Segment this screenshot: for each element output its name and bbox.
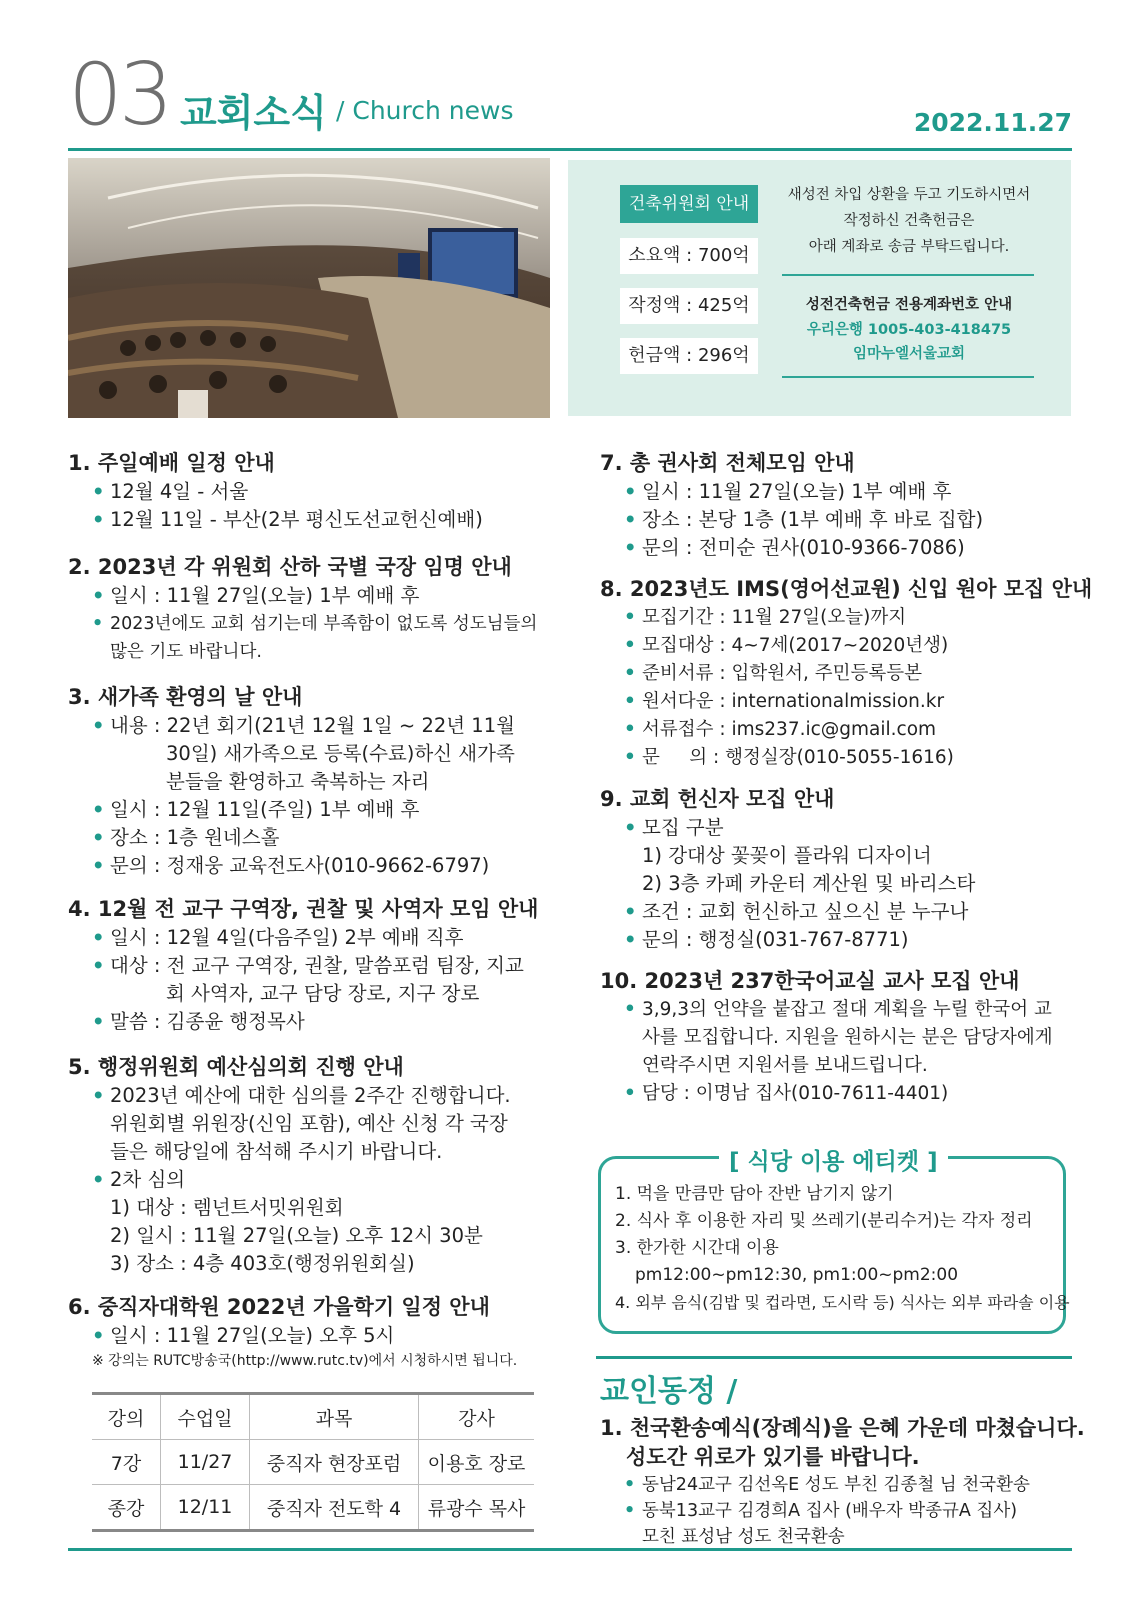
list-item: • 서류접수 : ims237.ic@gmail.com <box>600 716 1080 744</box>
section-heading: 7. 총 권사회 전체모임 안내 <box>600 451 855 475</box>
list-item: • 3,9,3의 언약을 붙잡고 절대 계획을 누릴 한국어 교 <box>600 996 1080 1024</box>
table-cell: 종강 <box>92 1485 161 1531</box>
list-item: • 12월 4일 - 서울 <box>68 478 548 506</box>
etiquette-title: [ 식당 이용 에티켓 ] <box>719 1143 948 1176</box>
list-item: • 장소 : 1층 원네스홀 <box>68 824 548 852</box>
member-news-title: 교인동정 / <box>600 1374 738 1409</box>
left-column <box>68 448 548 1372</box>
cafeteria-etiquette-box <box>598 1149 1070 1334</box>
sanctuary-photo <box>68 158 550 418</box>
table-cell: 11/27 <box>161 1440 250 1485</box>
divider <box>782 376 1034 378</box>
list-item: • 대상 : 전 교구 구역장, 권찰, 말씀포럼 팀장, 지교 <box>68 952 548 980</box>
etiquette-line: 1. 먹을 만큼만 담아 잔반 남기지 않기 <box>615 1184 894 1204</box>
list-item: • 일시 : 12월 11일(주일) 1부 예배 후 <box>68 796 548 824</box>
list-item-cont: 2) 3층 카페 카운터 계산원 및 바리스타 <box>642 872 976 895</box>
list-item-cont: 회 사역자, 교구 담당 장로, 지구 장로 <box>166 982 480 1005</box>
list-item: • 준비서류 : 입학원서, 주민등록등본 <box>600 660 1080 688</box>
section-heading: 5. 행정위원회 예산심의회 진행 안내 <box>68 1055 404 1079</box>
list-item: • 일시 : 12월 4일(다음주일) 2부 예배 직후 <box>68 924 548 952</box>
lecture-note: ※ 강의는 RUTC방송국(http://www.rutc.tv)에서 시청하시면 됩니다. <box>92 1353 518 1369</box>
section-heading: 10. 2023년 237한국어교실 교사 모집 안내 <box>600 969 1020 993</box>
list-item-cont: 30일) 새가족으로 등록(수료)하신 새가족 <box>166 742 515 765</box>
etiquette-line: pm12:00~pm12:30, pm1:00~pm2:00 <box>635 1265 959 1285</box>
building-desc-2: 작정하신 건축헌금은 <box>843 213 975 229</box>
account-title: 성전건축헌금 전용계좌번호 안내 <box>805 297 1013 313</box>
column-header: 강사 <box>458 1407 495 1430</box>
account-name: 임마누엘서울교회 <box>852 346 966 362</box>
column-header: 과목 <box>250 1394 419 1440</box>
section-heading: 2. 2023년 각 위원회 산하 국별 국장 임명 안내 <box>68 555 512 579</box>
column-header: 강의 <box>92 1394 161 1440</box>
list-item: • 2차 심의 <box>68 1166 548 1194</box>
list-item: • 원서다운 : internationalmission.kr <box>600 688 1080 716</box>
list-item: • 담당 : 이명남 집사(010-7611-4401) <box>600 1080 1080 1108</box>
pledged-amount: 작정액 : 425억 <box>620 288 758 324</box>
footer-divider <box>68 1548 1072 1551</box>
list-item: • 일시 : 11월 27일(오늘) 1부 예배 후 <box>68 582 548 610</box>
building-committee-label: 건축위원회 안내 <box>620 185 758 223</box>
right-column <box>600 448 1093 1108</box>
building-desc-1: 새성전 차입 상환을 두고 기도하시면서 <box>787 187 1031 203</box>
table-header-row <box>92 1394 534 1440</box>
etiquette-line: 2. 식사 후 이용한 자리 및 쓰레기(분리수거)는 각자 정리 <box>615 1211 1033 1231</box>
section-heading: 6. 중직자대학원 2022년 가을학기 일정 안내 <box>68 1295 490 1319</box>
offered-amount: 헌금액 : 296억 <box>620 338 758 374</box>
member-news-heading: 성도간 위로가 있기를 바랍니다. <box>626 1445 920 1469</box>
list-item-cont: 들은 해당일에 참석해 주시기 바랍니다. <box>110 1140 443 1163</box>
table-cell: 7강 <box>92 1440 161 1485</box>
list-item-cont: 2) 일시 : 11월 27일(오늘) 오후 12시 30분 <box>110 1224 483 1247</box>
column-header: 수업일 <box>161 1394 250 1440</box>
list-item: • 조건 : 교회 헌신하고 싶으신 분 누구나 <box>600 898 1080 926</box>
list-item: • 동남24교구 김선옥E 성도 부친 김종철 님 천국환송 <box>600 1472 1080 1498</box>
list-item-cont: 모친 표성남 성도 천국환송 <box>642 1527 845 1547</box>
list-item: • 문의 : 전미순 권사(010-9366-7086) <box>600 534 1080 562</box>
list-item-cont: 위원회별 위원장(신임 포함), 예산 신청 각 국장 <box>110 1112 508 1135</box>
building-fund-panel <box>568 160 1071 416</box>
list-item: • 문의 : 행정실(031-767-8771) <box>600 926 1080 954</box>
list-item: • 2023년에도 교회 섬기는데 부족함이 없도록 성도님들의 <box>68 610 548 638</box>
list-item: • 일시 : 11월 27일(오늘) 오후 5시 <box>68 1322 548 1350</box>
lecture-table <box>92 1392 534 1532</box>
list-item: • 동북13교구 김경희A 집사 (배우자 박종규A 집사) <box>600 1498 1080 1524</box>
list-item: • 문의 : 정재웅 교육전도사(010-9662-6797) <box>68 852 548 880</box>
divider <box>782 274 1034 276</box>
building-desc-3: 아래 계좌로 송금 부탁드립니다. <box>808 239 1010 255</box>
table-cell: 중직자 전도학 4 <box>250 1485 419 1531</box>
page-subtitle: / Church news <box>336 96 514 125</box>
list-item-cont: 분들을 환영하고 축복하는 자리 <box>166 770 430 793</box>
list-item-cont: 3) 장소 : 4층 403호(행정위원회실) <box>110 1252 415 1275</box>
issue-date: 2022.11.27 <box>913 108 1072 137</box>
etiquette-line: 3. 한가한 시간대 이용 <box>615 1238 779 1258</box>
list-item-cont: 많은 기도 바랍니다. <box>110 642 262 662</box>
member-news-heading: 1. 천국환송예식(장례식)을 은혜 가운데 마쳤습니다. <box>600 1416 1085 1440</box>
list-item: • 장소 : 본당 1층 (1부 예배 후 바로 집합) <box>600 506 1080 534</box>
table-cell: 류광수 목사 <box>419 1485 535 1531</box>
list-item: • 일시 : 11월 27일(오늘) 1부 예배 후 <box>600 478 1080 506</box>
table-row <box>92 1485 534 1531</box>
list-item: • 말씀 : 김종윤 행정목사 <box>68 1008 548 1036</box>
list-item: • 2023년 예산에 대한 심의를 2주간 진행합니다. <box>68 1082 548 1110</box>
section-heading: 9. 교회 헌신자 모집 안내 <box>600 787 835 811</box>
list-item: • 문 의 : 행정실장(010-5055-1616) <box>600 744 1080 772</box>
list-item: • 12월 11일 - 부산(2부 평신도선교헌신예배) <box>68 506 548 534</box>
section-heading: 1. 주일예배 일정 안내 <box>68 451 275 475</box>
list-item-cont: 1) 대상 : 렘넌트서밋위원회 <box>110 1196 344 1219</box>
list-item: • 내용 : 22년 회기(21년 12월 1일 ~ 22년 11월 <box>68 712 548 740</box>
table-cell: 중직자 현장포럼 <box>250 1440 419 1485</box>
list-item: • 모집 구분 <box>600 814 1080 842</box>
section-number: 03 <box>68 45 170 145</box>
member-news <box>600 1414 1085 1550</box>
list-item: • 모집기간 : 11월 27일(오늘)까지 <box>600 604 1080 632</box>
account-number: 우리은행 1005-403-418475 <box>806 322 1012 338</box>
section-heading: 4. 12월 전 교구 구역장, 권찰 및 사역자 모임 안내 <box>68 897 539 921</box>
list-item-cont: 사를 모집합니다. 지원을 원하시는 분은 담당자에게 <box>642 1027 1053 1048</box>
section-divider <box>596 1356 1072 1359</box>
header-divider <box>68 148 1072 151</box>
etiquette-line: 4. 외부 음식(김밥 및 컵라면, 도시락 등) 식사는 외부 파라솔 이용 <box>615 1293 1070 1312</box>
section-heading: 3. 새가족 환영의 날 안내 <box>68 685 303 709</box>
page-title: 교회소식 <box>180 91 327 135</box>
required-amount: 소요액 : 700억 <box>620 238 758 274</box>
table-cell: 12/11 <box>161 1485 250 1531</box>
table-cell: 이용호 장로 <box>419 1440 535 1485</box>
list-item-cont: 연락주시면 지원서를 보내드립니다. <box>642 1055 928 1076</box>
table-row <box>92 1440 534 1485</box>
section-heading: 8. 2023년도 IMS(영어선교원) 신입 원아 모집 안내 <box>600 577 1093 601</box>
list-item-cont: 1) 강대상 꽃꽂이 플라워 디자이너 <box>642 844 932 867</box>
list-item: • 모집대상 : 4~7세(2017~2020년생) <box>600 632 1080 660</box>
